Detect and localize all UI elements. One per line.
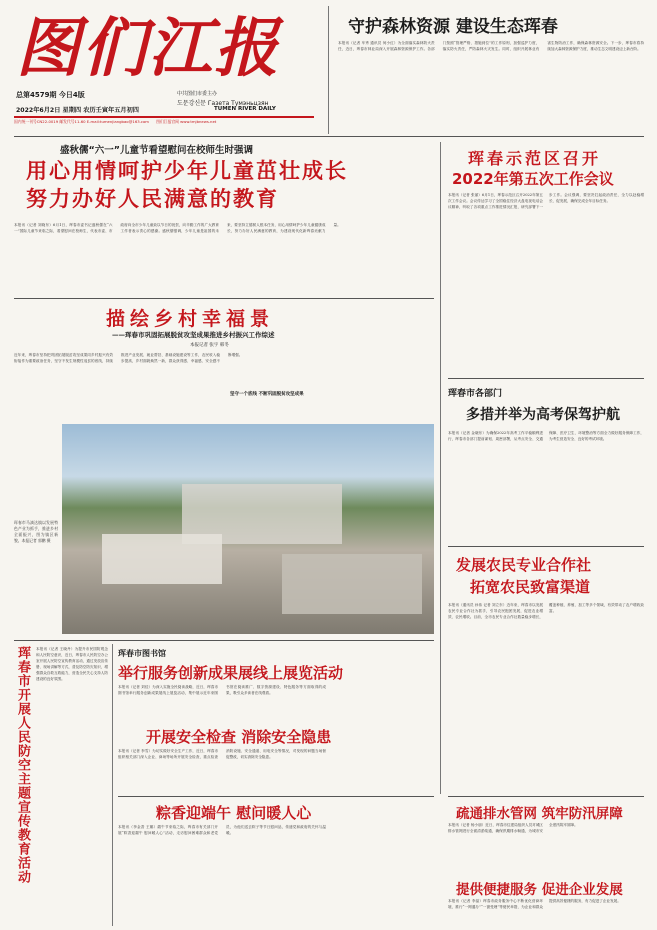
photo-building-block	[282, 554, 422, 614]
dragon-title: 粽香迎端午 慰问暖人心	[156, 804, 312, 822]
info-bar-contact: 国内统一刊号CN22-0019 邮发代号11-60 E-mail:tumenjiangbao@163.com	[14, 119, 149, 124]
top-story-title: 守护森林资源 建设生态珲春	[348, 17, 558, 37]
section-divider	[448, 378, 644, 379]
dragon-body: 本报讯（李金香 王娜）端午节来临之际，珲春市有关部门开展“粽香迎端午 慰问暖人心”活动，走访慰问困难群众和老党员，为他们送去粽子等节日慰问品，传递党和政府的关怀与温暖。	[118, 825, 326, 835]
exam-title: 多措并举为高考保驾护航	[466, 407, 620, 423]
column-divider	[328, 6, 329, 134]
lead-title-line2: 努力办好人民满意的教育	[26, 187, 279, 211]
title-korean: 도문강신문 Газета Тумэньцзян	[177, 100, 269, 107]
info-bar	[14, 119, 314, 127]
title-english: TUMEN RIVER DAILY	[214, 106, 276, 112]
section-divider	[14, 298, 434, 299]
library-kicker: 珲春市图书馆	[118, 649, 166, 658]
rural-story	[14, 302, 434, 420]
publisher-label: 中共图们市委主办	[177, 91, 218, 97]
newspaper-logo: 图们江报	[16, 11, 280, 86]
rural-photo	[62, 424, 434, 634]
rural-body: 近年来，珲春市坚持把巩固拓展脱贫攻坚成果同乡村振兴有效衔接作为重要政治任务，坚守不发生规模性返贫的底线，持续推进产业发展、就业帮扶、基础设施建设等工作，农民收入稳步提高，乡村面貌焕然一新，群众获得感、幸福感、安全感不断增强。	[14, 353, 243, 363]
masthead	[14, 6, 314, 134]
cppcc-title-line2: 2022年第五次工作会议	[452, 170, 614, 188]
vertical-story-title: 珲春市开展人民防空主题宣传教育活动	[15, 646, 30, 884]
flood-title: 疏通排水管网 筑牢防汛屏障	[456, 806, 623, 822]
photo-building-block	[102, 534, 222, 584]
section-divider	[448, 546, 644, 547]
safety-body: 本报讯（记者 李雪）为切实做好安全生产工作，近日，珲春市组织相关部门深入企业、商场等场所开展安全检查，重点检查消防设施、安全通道、用电安全等情况，对发现的问题当场督促整改，切实消除安全隐患。	[118, 749, 326, 759]
rural-title: 描绘乡村幸福景	[106, 308, 275, 330]
column-divider	[440, 142, 441, 794]
top-story-body: 本报讯（记者 车秀 通讯员 何小红）为全面落实森林防火责任，近日，珲春市林业局深入开展森林资源保护工作。各部门按照“管理严格、措施到位”的工作原则，加强巡护力度，落实防火责任，严防森林火灾发生。同时，组织开展林业有害生物防治工作，确保森林资源安全。下一步，珲春市将持续加大森林资源保护力度，推动生态文明建设迈上新台阶。	[338, 41, 644, 51]
service-title: 提供便捷服务 促进企业发展	[456, 882, 623, 898]
coop-body: 本报讯（通讯员 孙伟 记者 刘立东）近年来，珲春市以发展农民专业合作社为抓手，引导农民抱团发展，促进农业增效、农民增收。目前，全市农民专业合作社数量稳步增长，覆盖种植、养殖、加工等多个领域，有效带动了农户增收致富。	[448, 603, 644, 619]
column-divider	[112, 644, 113, 926]
safety-title: 开展安全检查 消除安全隐患	[146, 728, 332, 746]
rural-inset: 坚守一个底线 不断巩固脱贫攻坚成果	[228, 390, 332, 400]
info-bar-website: 图们江报官网 www.tmjbnews.net	[156, 119, 217, 124]
section-divider	[448, 796, 644, 797]
flood-body: 本报讯（记者 杨小朋）近日，珲春市住建局组织人员对城区排水管网进行全面清淤疏通，确保汛期排水畅通，为城市安全度汛筑牢屏障。	[448, 823, 578, 833]
cppcc-title-line1: 珲春示范区召开	[468, 149, 602, 168]
section-divider	[118, 796, 434, 797]
coop-title-line1: 发展农民专业合作社	[456, 556, 592, 574]
section-divider	[14, 640, 434, 641]
vertical-story-body: 本报讯（记者 王晓丹）为提升市民国防观念和人民防空意识，近日，珲春市人民防空办公室开展人民防空宣传教育活动，通过发放宣传册、现场讲解等方式，普及防空防灾知识，增强群众自救互救能力，营造全民关心支持人防建设的良好氛围。	[36, 647, 108, 681]
issue-number: 总第4579期 今日4版	[16, 91, 85, 99]
lead-story-body: 本报讯（记者 刘晓东）6月1日，珲春市委书记盛秋儒在“六一”国际儿童节来临之际，看望慰问在校师生，代表市委、市政府向全市少年儿童致以节日的祝贺，向辛勤工作的广大教育工作者表示衷心的感谢。盛秋儒强调，少年儿童是祖国的未来，要坚持立德树人根本任务，用心用情呵护少年儿童健康成长，努力办好人民满意的教育，为建设现代化新珲春贡献力量。	[14, 223, 341, 233]
lead-title-line1: 用心用情呵护少年儿童茁壮成长	[26, 159, 348, 183]
right-column	[448, 142, 644, 794]
section-divider	[14, 136, 644, 137]
rural-byline: 本报记者 张宇 韩冬	[190, 343, 229, 348]
exam-kicker: 珲春市各部门	[448, 389, 503, 399]
lead-kicker: 盛秋儒“六一”儿童节看望慰问在校师生时强调	[60, 145, 253, 156]
rural-subtitle: ——珲春市巩固拓展脱贫攻坚成果推进乡村振兴工作综述	[112, 331, 275, 339]
library-title: 举行服务创新成果展线上展览活动	[118, 664, 344, 682]
date-line: 2022年6月2日 星期四 农历壬寅年五月初四	[16, 107, 139, 114]
service-body: 本报讯（记者 李晶）珲春市政务服务中心不断优化营商环境，推行“一网通办”“一窗受理”等便民举措，为企业和群众提供高效便捷的服务，有力促进了企业发展。	[448, 899, 621, 909]
coop-title-line2: 拓宽农民致富渠道	[470, 578, 591, 596]
exam-body: 本报讯（记者 金晓东）为确保2022年高考工作平稳顺利进行，珲春市各部门提前谋划、周密部署，从考点安全、交通保障、医疗卫生、环境整治等方面全力做好服务保障工作，为考生营造安全、良好的考试环境。	[448, 431, 644, 441]
photo-caption: 珲春市马滴达镇以发展特色产业为抓手，推进乡村全面振兴，图为镇区新貌。本报记者 郭鹏 摄	[14, 520, 58, 543]
library-body: 本报讯（记者 刘佳）为深入实施全民阅读战略，近日，珲春市图书馆举行服务创新成果展线上展览活动，集中展示近年来图书馆在阅读推广、数字资源建设、特色服务等方面取得的成果，吸引众多读者在线观看。	[118, 685, 326, 695]
cppcc-body: 本报讯（记者 张丽）6月1日，珲春示范区召开2022年第五次工作会议。会议传达学习了全国稳住经济大盘电视电话会议精神，听取了各项重点工作推进情况汇报，研究部署下一步工作。会议强调，要坚决扛起政治责任，全力以赴稳增长、促发展，确保完成全年目标任务。	[448, 193, 644, 209]
masthead-divider	[14, 116, 314, 118]
